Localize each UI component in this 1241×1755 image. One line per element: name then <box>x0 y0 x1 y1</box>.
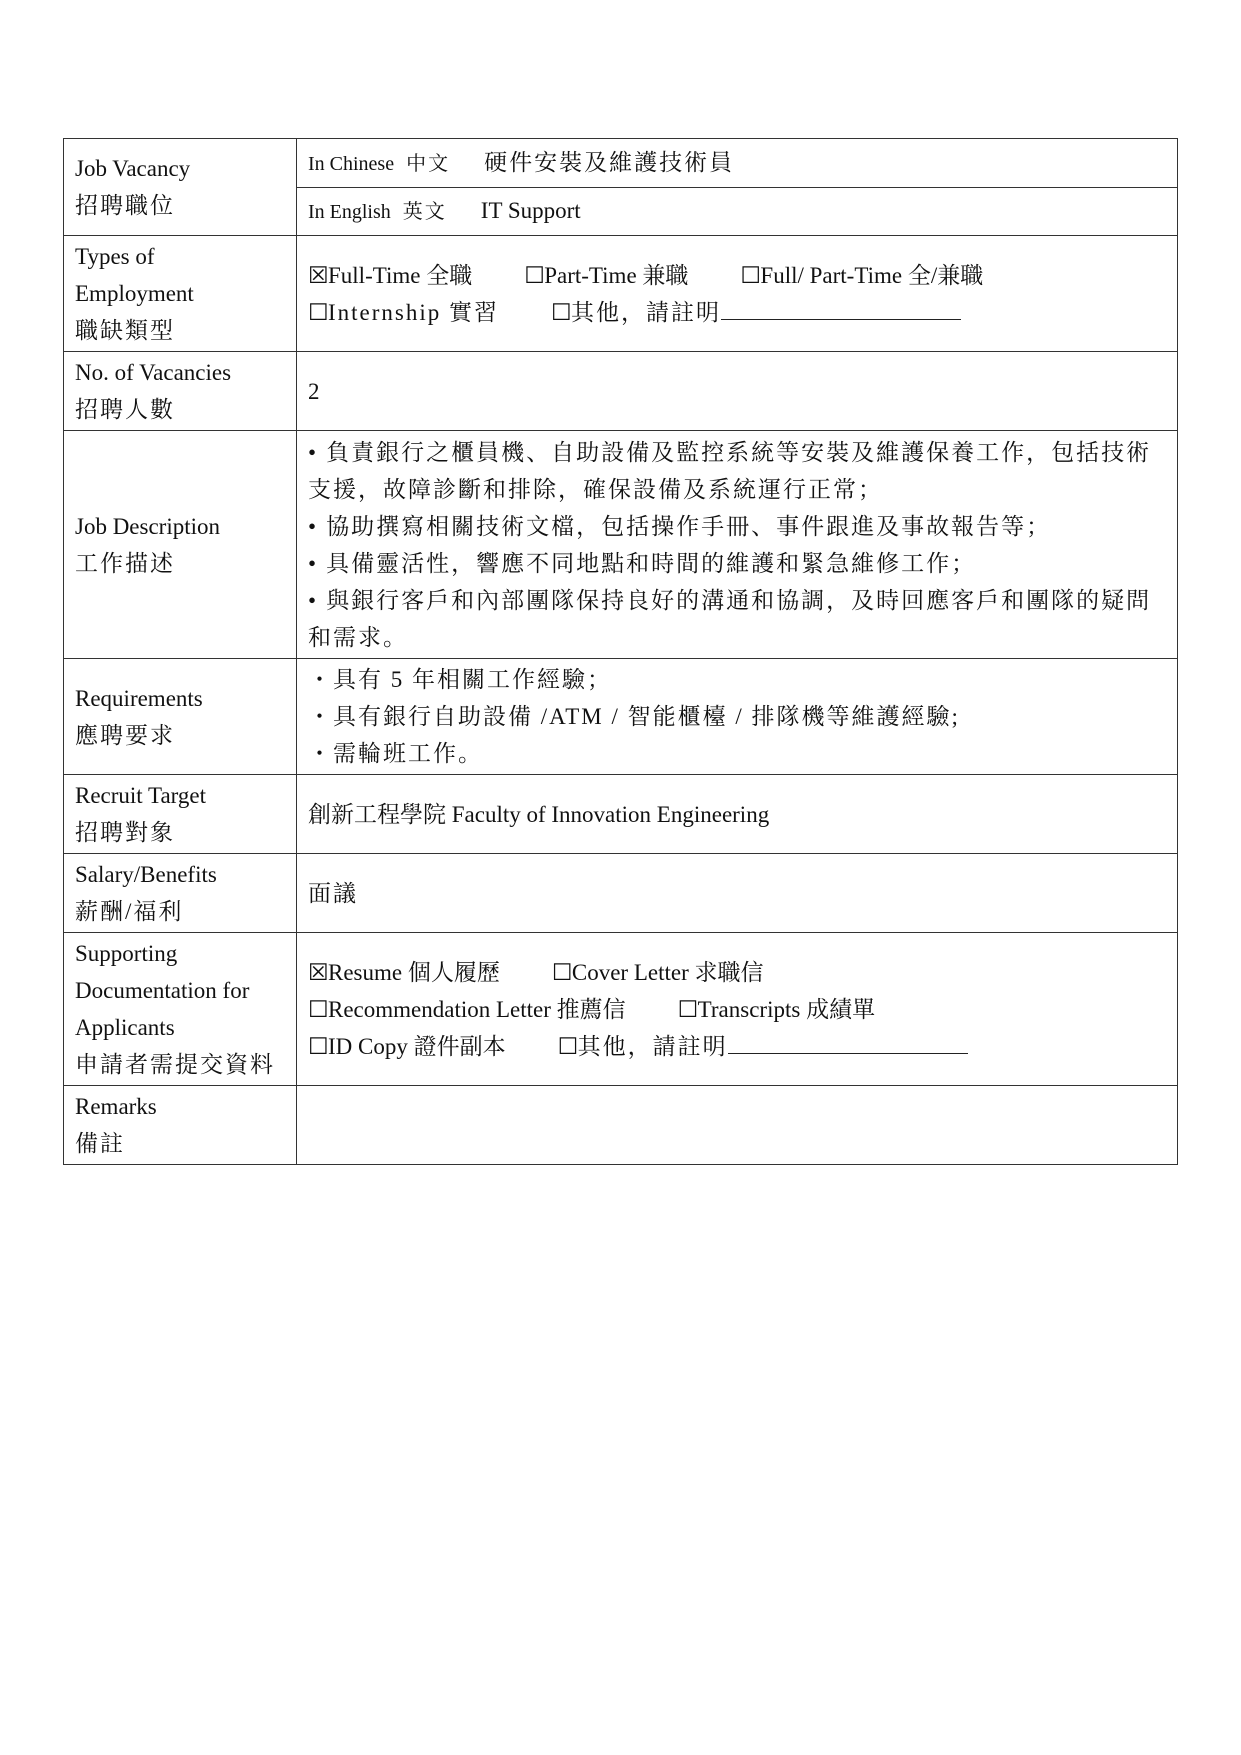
id-copy-checkbox[interactable]: ☐ <box>308 1033 329 1059</box>
job-vacancy-chinese-row <box>64 139 1178 188</box>
job-vacancy-label-cell <box>64 139 297 236</box>
requirements-label-zh: 應聘要求 <box>75 722 175 748</box>
recruit-target-row <box>64 775 1178 854</box>
salary-label-cell <box>64 854 297 933</box>
transcripts-checkbox[interactable]: ☐ <box>677 996 699 1022</box>
job-description-label-cell <box>64 431 297 659</box>
remarks-row <box>64 1086 1178 1165</box>
employment-label-en-1: Types of <box>75 244 155 269</box>
full-part-time-checkbox[interactable]: ☐ <box>740 262 762 288</box>
documents-row <box>64 933 1178 1086</box>
cover-letter-label: Cover Letter 求職信 <box>571 959 764 985</box>
requirements-cell <box>297 659 1178 775</box>
full-time-option[interactable] <box>308 257 472 294</box>
employment-other-checkbox[interactable]: ☐ <box>551 299 572 325</box>
remarks-label-cell <box>64 1086 297 1165</box>
salary-value: 面議 <box>308 880 358 906</box>
requirements-label-en: Requirements <box>75 685 203 711</box>
employment-label-zh: 職缺類型 <box>75 318 175 343</box>
bullet-icon: • <box>308 513 319 539</box>
job-description-cell <box>297 431 1178 659</box>
vacancies-value: 2 <box>308 378 320 404</box>
employment-options-cell <box>297 236 1178 352</box>
job-title-english: IT Support <box>480 198 581 223</box>
full-time-checkbox[interactable]: ☒ <box>308 262 329 288</box>
recruit-target-value: 創新工程學院 Faculty of Innovation Engineering <box>308 801 770 827</box>
vacancies-label-en: No. of Vacancies <box>75 360 232 385</box>
internship-checkbox[interactable]: ☐ <box>308 299 329 325</box>
english-prefix-zh: 英文 <box>402 201 447 223</box>
documents-label-en-2: Documentation for <box>75 978 250 1003</box>
job-description-text: 具備靈活性，響應不同地點和時間的維護和緊急維修工作； <box>326 550 977 576</box>
vacancies-row <box>64 352 1178 431</box>
full-time-label: Full-Time 全職 <box>328 262 473 288</box>
requirement-item: ・具有 5 年相關工作經驗； <box>308 667 612 692</box>
remarks-label-en: Remarks <box>75 1094 157 1119</box>
in-english-prefix: In English <box>308 201 391 223</box>
recommendation-letter-option[interactable] <box>308 991 626 1028</box>
documents-label-cell <box>64 933 297 1086</box>
recruit-target-label-cell <box>64 775 297 854</box>
salary-row <box>64 854 1178 933</box>
job-description-text: 協助撰寫相關技術文檔，包括操作手冊、事件跟進及事故報告等； <box>326 513 1052 539</box>
full-part-time-option[interactable] <box>740 257 983 294</box>
recruit-target-cell <box>297 775 1178 854</box>
remarks-cell[interactable] <box>297 1086 1178 1165</box>
job-vacancy-label-en: Job Vacancy <box>75 156 191 181</box>
chinese-prefix-zh: 中文 <box>406 152 451 175</box>
job-title-chinese-cell <box>297 139 1178 188</box>
recommendation-letter-label: Recommendation Letter 推薦信 <box>328 996 626 1022</box>
resume-checkbox[interactable]: ☒ <box>308 959 329 985</box>
part-time-label: Part-Time 兼職 <box>544 262 689 288</box>
job-posting-form-table <box>63 138 1178 1165</box>
bullet-icon: • <box>308 587 319 613</box>
salary-cell <box>297 854 1178 933</box>
salary-label-en: Salary/Benefits <box>75 862 217 887</box>
salary-label-zh: 薪酬/福利 <box>75 899 184 924</box>
job-description-label-zh: 工作描述 <box>75 550 175 576</box>
job-description-item <box>308 434 1166 508</box>
job-description-text: 與銀行客戶和內部團隊保持良好的溝通和協調，及時回應客戶和團隊的疑問和需求。 <box>308 587 1152 650</box>
transcripts-option[interactable] <box>678 991 875 1028</box>
requirement-item: ・需輪班工作。 <box>308 741 483 766</box>
in-chinese-prefix: In Chinese <box>308 152 395 175</box>
documents-options-cell <box>297 933 1178 1086</box>
id-copy-label: ID Copy 證件副本 <box>328 1033 506 1059</box>
job-description-item <box>308 545 1166 582</box>
requirements-row <box>64 659 1178 775</box>
part-time-checkbox[interactable]: ☐ <box>524 262 545 288</box>
employment-other-label: 其他，請註明 <box>571 299 722 325</box>
employment-type-row <box>64 236 1178 352</box>
cover-letter-option[interactable] <box>552 954 764 991</box>
vacancies-label-cell <box>64 352 297 431</box>
job-description-row <box>64 431 1178 659</box>
employment-other-blank[interactable] <box>721 299 961 320</box>
requirement-item: ・具有銀行自助設備 /ATM / 智能櫃檯 / 排隊機等維護經驗; <box>308 704 960 729</box>
job-description-text: 負責銀行之櫃員機、自助設備及監控系統等安裝及維護保養工作，包括技術支援，故障診斷和排除，確保設備及系統運行正常； <box>308 439 1152 502</box>
job-description-label-en: Job Description <box>75 513 221 539</box>
job-description-item <box>308 508 1166 545</box>
employment-other-option[interactable] <box>551 294 961 331</box>
employment-label-en-2: Employment <box>75 281 194 306</box>
job-description-item <box>308 582 1166 656</box>
job-vacancy-label-zh: 招聘職位 <box>75 193 175 218</box>
bullet-icon: • <box>308 550 319 576</box>
recruit-target-label-en: Recruit Target <box>75 783 207 808</box>
job-title-chinese: 硬件安裝及維護技術員 <box>484 149 735 175</box>
requirements-label-cell <box>64 659 297 775</box>
vacancies-value-cell <box>297 352 1178 431</box>
id-copy-option[interactable] <box>308 1028 506 1065</box>
vacancies-label-zh: 招聘人數 <box>75 397 175 422</box>
full-part-time-label: Full/ Part-Time 全/兼職 <box>760 262 984 288</box>
documents-other-blank[interactable] <box>728 1033 968 1054</box>
resume-option[interactable] <box>308 954 500 991</box>
transcripts-label: Transcripts 成績單 <box>697 996 876 1022</box>
resume-label: Resume 個人履歷 <box>328 959 500 985</box>
recruit-target-label-zh: 招聘對象 <box>75 820 175 845</box>
cover-letter-checkbox[interactable]: ☐ <box>551 959 573 985</box>
documents-other-option[interactable] <box>558 1028 968 1065</box>
remarks-label-zh: 備註 <box>75 1131 125 1156</box>
employment-type-label-cell <box>64 236 297 352</box>
part-time-option[interactable] <box>524 257 688 294</box>
internship-label: Internship 實習 <box>328 299 500 325</box>
internship-option[interactable] <box>308 294 499 331</box>
documents-other-label: 其他，請註明 <box>577 1033 728 1059</box>
documents-label-en-1: Supporting <box>75 941 178 966</box>
documents-label-en-3: Applicants <box>75 1015 175 1040</box>
documents-other-checkbox[interactable]: ☐ <box>557 1033 579 1059</box>
documents-label-zh: 申請者需提交資料 <box>75 1052 275 1077</box>
job-title-english-cell <box>297 188 1178 236</box>
recommendation-letter-checkbox[interactable]: ☐ <box>308 996 329 1022</box>
bullet-icon: • <box>308 439 319 465</box>
